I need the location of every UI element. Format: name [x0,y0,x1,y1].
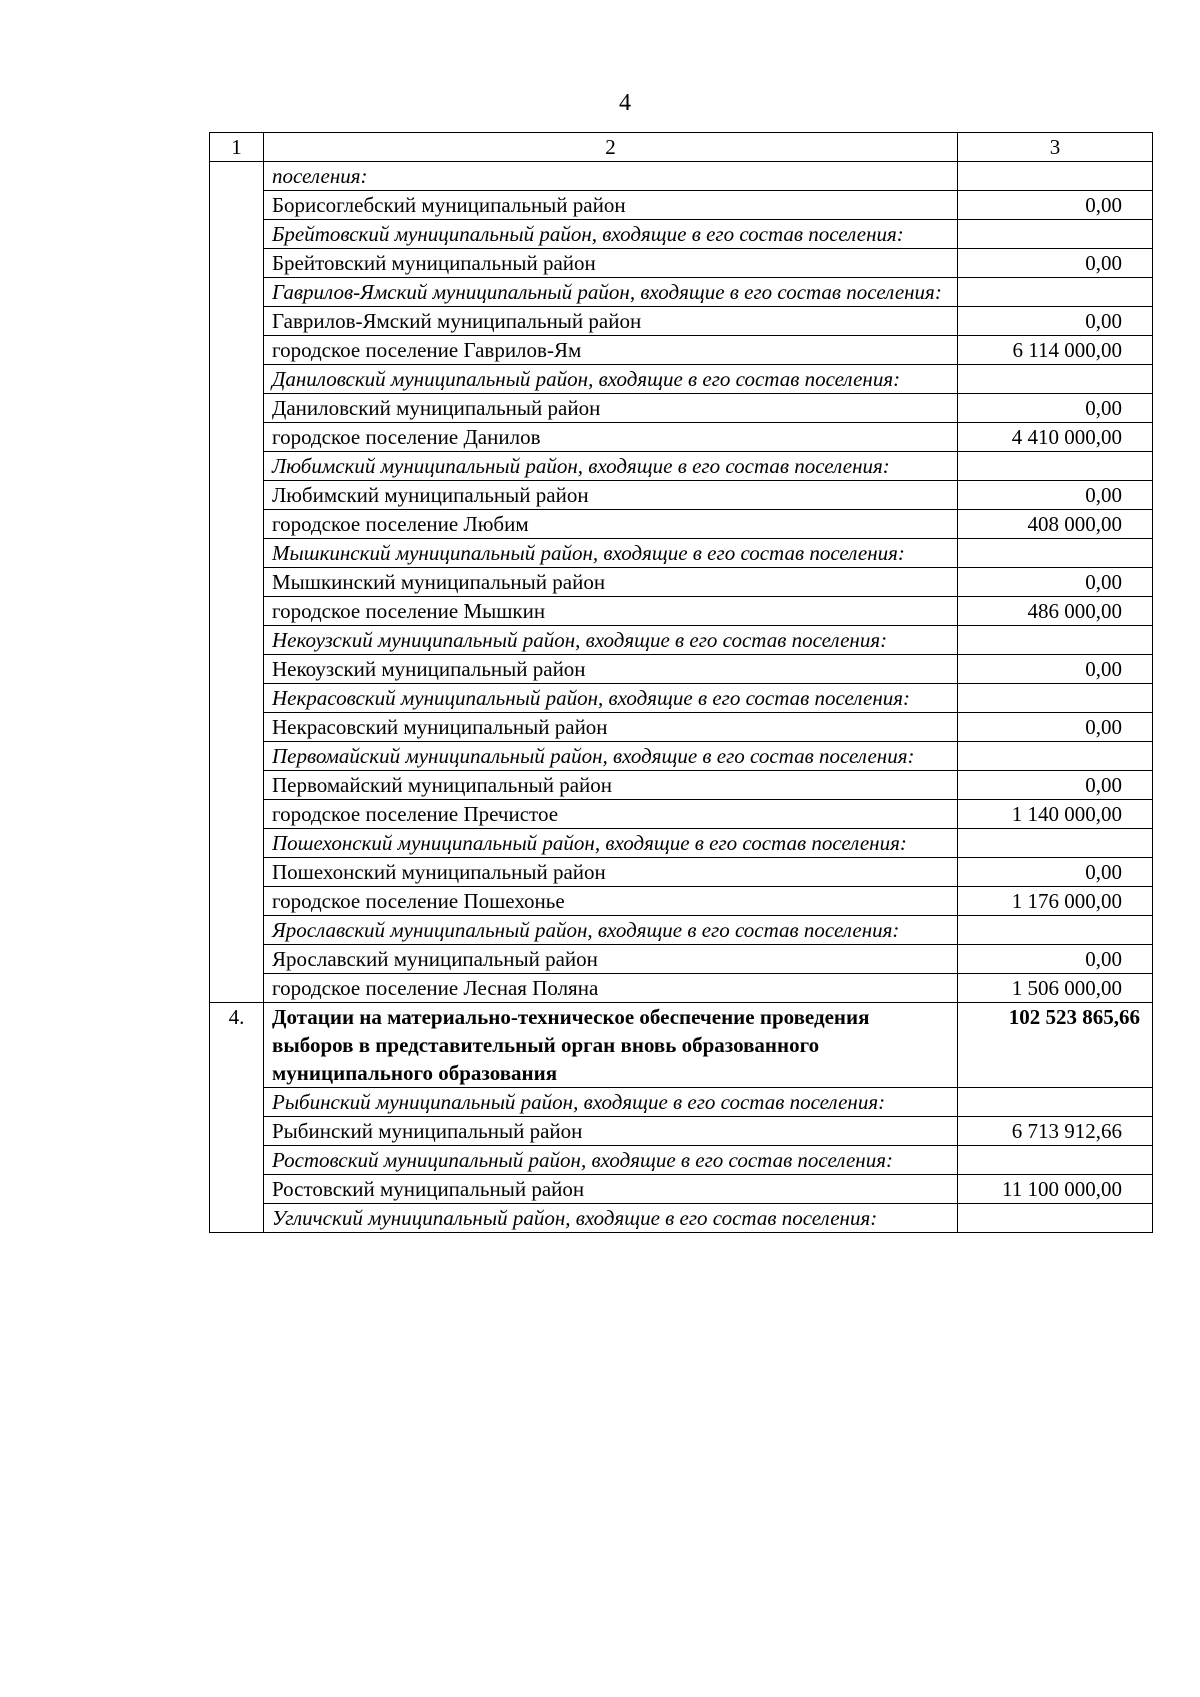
subsidy-table [209,132,1153,1233]
row-index-cell [210,539,264,568]
amount-cell: 0,00 [958,191,1153,220]
page-number: 4 [619,90,631,116]
table-row [210,858,1153,887]
table-row [210,220,1153,249]
table-row [210,742,1153,771]
table-row [210,191,1153,220]
table-row [210,307,1153,336]
header-col-2: 2 [264,133,958,162]
row-index-cell [210,916,264,945]
amount-cell: 0,00 [958,249,1153,278]
recipient-name: Ростовский муниципальный район [264,1175,958,1204]
table-row [210,510,1153,539]
row-index-cell [210,684,264,713]
recipient-name: Борисоглебский муниципальный район [264,191,958,220]
table-row [210,916,1153,945]
table-row [210,1204,1153,1233]
table-row [210,626,1153,655]
row-index-cell [210,1175,264,1204]
row-index-cell [210,452,264,481]
table-row [210,655,1153,684]
row-index-cell [210,568,264,597]
district-group-label: Даниловский муниципальный район, входящие в его состав поселения: [264,365,958,394]
section-title: Дотации на материально-техническое обеспечение проведения выборов в представительный орган вновь образованного муниципального образования [264,1003,958,1088]
row-index-cell [210,655,264,684]
table-row [210,945,1153,974]
header-col-3: 3 [958,133,1153,162]
table-row [210,1117,1153,1146]
amount-cell: 0,00 [958,481,1153,510]
amount-cell: 0,00 [958,858,1153,887]
amount-cell: 0,00 [958,771,1153,800]
table-row [210,539,1153,568]
amount-cell [958,1088,1153,1117]
amount-cell [958,916,1153,945]
amount-cell: 6 114 000,00 [958,336,1153,365]
row-index-cell [210,887,264,916]
amount-cell: 4 410 000,00 [958,423,1153,452]
recipient-name: Рыбинский муниципальный район [264,1117,958,1146]
district-group-label: Ростовский муниципальный район, входящие в его состав поселения: [264,1146,958,1175]
row-index-cell [210,336,264,365]
amount-cell [958,452,1153,481]
row-index-cell [210,829,264,858]
amount-cell [958,278,1153,307]
recipient-name: городское поселение Лесная Поляна [264,974,958,1003]
table-row [210,800,1153,829]
amount-cell: 0,00 [958,713,1153,742]
row-index-cell [210,974,264,1003]
row-index-cell [210,858,264,887]
amount-cell [958,220,1153,249]
table-row [210,452,1153,481]
table-row [210,336,1153,365]
table-row [210,481,1153,510]
district-group-label: Рыбинский муниципальный район, входящие в его состав поселения: [264,1088,958,1117]
recipient-name: Гаврилов-Ямский муниципальный район [264,307,958,336]
amount-cell [958,1204,1153,1233]
row-index-cell [210,162,264,191]
table-row [210,249,1153,278]
recipient-name: городское поселение Мышкин [264,597,958,626]
amount-cell: 6 713 912,66 [958,1117,1153,1146]
district-group-label: Ярославский муниципальный район, входящие в его состав поселения: [264,916,958,945]
table-row [210,394,1153,423]
amount-cell [958,684,1153,713]
row-index-cell [210,945,264,974]
district-group-label: Некрасовский муниципальный район, входящие в его состав поселения: [264,684,958,713]
amount-cell: 1 140 000,00 [958,800,1153,829]
row-index-cell [210,307,264,336]
recipient-name: Ярославский муниципальный район [264,945,958,974]
amount-cell [958,1146,1153,1175]
row-index-cell [210,249,264,278]
row-index-cell [210,1146,264,1175]
row-index-cell [210,423,264,452]
row-index-cell [210,713,264,742]
recipient-name: Пошехонский муниципальный район [264,858,958,887]
row-index-cell [210,626,264,655]
district-group-label: Мышкинский муниципальный район, входящие в его состав поселения: [264,539,958,568]
amount-cell [958,162,1153,191]
district-group-label: Брейтовский муниципальный район, входящие в его состав поселения: [264,220,958,249]
row-index-cell [210,771,264,800]
row-index-cell [210,481,264,510]
district-group-label: Любимский муниципальный район, входящие в его состав поселения: [264,452,958,481]
district-group-label: Угличский муниципальный район, входящие в его состав поселения: [264,1204,958,1233]
recipient-name: Мышкинский муниципальный район [264,568,958,597]
table-row [210,684,1153,713]
table-header-row [210,133,1153,162]
amount-cell: 0,00 [958,945,1153,974]
section-total: 102 523 865,66 [958,1003,1153,1088]
row-index-cell [210,220,264,249]
row-index-cell [210,597,264,626]
section-row [210,1003,1153,1088]
amount-cell [958,742,1153,771]
row-index-cell [210,365,264,394]
district-group-label: Гаврилов-Ямский муниципальный район, входящие в его состав поселения: [264,278,958,307]
amount-cell: 0,00 [958,394,1153,423]
table-row [210,829,1153,858]
recipient-name: Брейтовский муниципальный район [264,249,958,278]
recipient-name: городское поселение Гаврилов-Ям [264,336,958,365]
table-row [210,1175,1153,1204]
district-group-label: поселения: [264,162,958,191]
table-row [210,713,1153,742]
table-row [210,974,1153,1003]
table-row [210,597,1153,626]
row-index-cell [210,394,264,423]
amount-cell [958,365,1153,394]
table-row [210,365,1153,394]
amount-cell: 1 176 000,00 [958,887,1153,916]
table-row [210,162,1153,191]
district-group-label: Первомайский муниципальный район, входящие в его состав поселения: [264,742,958,771]
recipient-name: Даниловский муниципальный район [264,394,958,423]
amount-cell: 11 100 000,00 [958,1175,1153,1204]
recipient-name: городское поселение Любим [264,510,958,539]
recipient-name: Любимский муниципальный район [264,481,958,510]
amount-cell [958,626,1153,655]
row-index-cell [210,800,264,829]
table-row [210,423,1153,452]
recipient-name: городское поселение Пречистое [264,800,958,829]
table-row [210,278,1153,307]
district-group-label: Пошехонский муниципальный район, входящие в его состав поселения: [264,829,958,858]
amount-cell [958,539,1153,568]
recipient-name: городское поселение Пошехонье [264,887,958,916]
amount-cell [958,829,1153,858]
table-row [210,1146,1153,1175]
recipient-name: городское поселение Данилов [264,423,958,452]
amount-cell: 0,00 [958,307,1153,336]
amount-cell: 0,00 [958,568,1153,597]
row-index-cell [210,191,264,220]
header-col-1: 1 [210,133,264,162]
row-index-cell [210,742,264,771]
row-index-cell [210,1204,264,1233]
amount-cell: 486 000,00 [958,597,1153,626]
district-group-label: Некоузский муниципальный район, входящие в его состав поселения: [264,626,958,655]
amount-cell: 408 000,00 [958,510,1153,539]
section-index: 4. [210,1003,264,1088]
recipient-name: Некоузский муниципальный район [264,655,958,684]
amount-cell: 0,00 [958,655,1153,684]
row-index-cell [210,278,264,307]
recipient-name: Некрасовский муниципальный район [264,713,958,742]
row-index-cell [210,510,264,539]
amount-cell: 1 506 000,00 [958,974,1153,1003]
table-row [210,771,1153,800]
row-index-cell [210,1088,264,1117]
row-index-cell [210,1117,264,1146]
table-row [210,1088,1153,1117]
table-row [210,568,1153,597]
table-row [210,887,1153,916]
recipient-name: Первомайский муниципальный район [264,771,958,800]
